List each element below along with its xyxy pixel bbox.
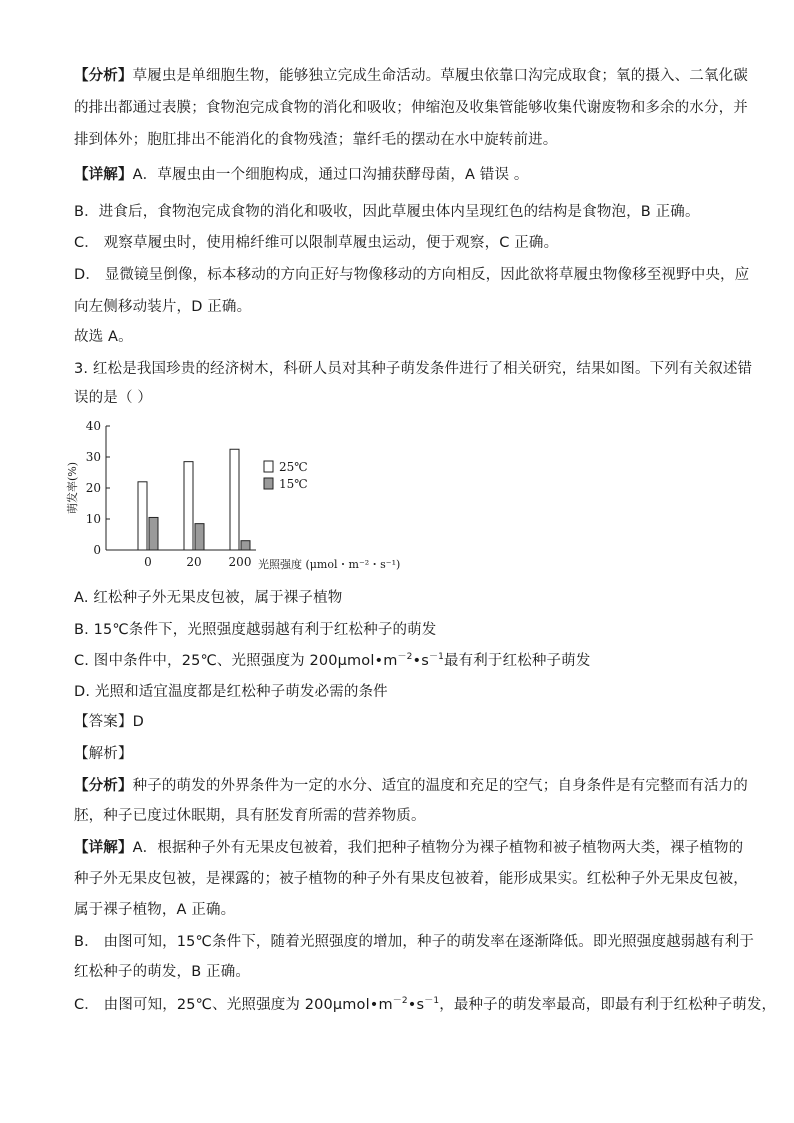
paragraph-line (74, 66, 748, 86)
paragraph-line (74, 962, 250, 982)
bar-15c (149, 517, 158, 550)
paragraph-line (74, 838, 743, 858)
section-label: 【详解】 (74, 167, 133, 183)
answer-line (74, 712, 144, 732)
superscript: －2 (397, 652, 413, 663)
line-text: C. 图中条件中，25℃、光照强度为 200μmol•m (74, 653, 398, 669)
paragraph-line (74, 130, 557, 150)
paragraph-line (74, 900, 235, 920)
line-text: 胚，种子已度过休眠期，具有胚发育所需的营养物质。 (74, 808, 426, 824)
bar-25c (184, 462, 193, 550)
paragraph-line (74, 932, 754, 952)
paragraph-line (74, 265, 749, 285)
paragraph-line (74, 776, 748, 796)
line-text: B． 由图可知，15℃条件下，随着光照强度的增加，种子的萌发率在逐渐降低。即光照强度越弱越有利于 (74, 934, 754, 950)
bar-15c (195, 524, 204, 550)
line-text: B. 15℃条件下，光照强度越弱越有利于红松种子的萌发 (74, 622, 437, 638)
x-tick-label: 200 (228, 555, 252, 569)
line-text: A．根据种子外有无果皮包被着，我们把种子植物分为裸子植物和被子植物两大类，裸子植物的 (132, 840, 744, 856)
paragraph-line (74, 388, 152, 408)
line-text: B．进食后，食物泡完成食物的消化和吸收，因此草履虫体内呈现红色的结构是食物泡，B 正确。 (74, 204, 700, 220)
x-tick-label: 0 (144, 555, 152, 569)
line-text: A. 红松种子外无果皮包被，属于裸子植物 (74, 590, 343, 606)
paragraph-line (74, 995, 776, 1015)
line-text: ，最种子的萌发率最高，即最有利于红松种子萌发， (439, 997, 777, 1013)
superscript: －2 (392, 996, 408, 1007)
y-tick-label: 40 (85, 419, 101, 433)
y-tick-label: 30 (85, 450, 101, 464)
line-text: 排到体外；胞肛排出不能消化的食物残渣；靠纤毛的摆动在水中旋转前进。 (74, 132, 558, 148)
line-text: 红松种子的萌发，B 正确。 (74, 964, 251, 980)
y-tick-label: 20 (85, 481, 101, 495)
paragraph-line (74, 297, 251, 317)
paragraph-line (74, 869, 748, 889)
line-text: C． 由图可知，25℃、光照强度为 200μmol•m (74, 997, 393, 1013)
answer-option (74, 588, 342, 608)
answer-option (74, 682, 388, 702)
answer-option (74, 620, 436, 640)
line-text: C． 观察草履虫时，使用棉纤维可以限制草履虫运动，便于观察，C 正确。 (74, 235, 559, 251)
line-text: D. 光照和适宜温度都是红松种子萌发必需的条件 (74, 684, 388, 700)
line-text: 【答案】D (74, 714, 144, 730)
line-text: 最有利于红松种子萌发 (443, 653, 591, 669)
bar-25c (230, 449, 239, 550)
line-text: 【解析】 (74, 746, 133, 762)
superscript: －1 (428, 652, 444, 663)
legend-swatch (264, 478, 273, 489)
y-tick-label: 0 (93, 543, 101, 557)
legend-label: 25℃ (279, 460, 308, 474)
line-text: •s (407, 997, 425, 1013)
y-axis-label: 萌发率(%) (66, 461, 79, 515)
line-text: •s (412, 653, 429, 669)
superscript: －1 (424, 996, 440, 1007)
line-text: 的排出都通过表膜；食物泡完成食物的消化和吸收；伸缩泡及收集管能够收集代谢废物和多余的水分，并 (74, 100, 748, 116)
analysis-heading (74, 744, 133, 764)
paragraph-line (74, 202, 700, 222)
bar-15c (241, 541, 250, 550)
line-text: 误的是（ ） (74, 390, 153, 406)
line-text: 草履虫是单细胞生物，能够独立完成生命活动。草履虫依靠口沟完成取食；氧的摄入、二氧化碳 (132, 68, 748, 84)
y-tick-label: 10 (85, 512, 101, 526)
answer-option (74, 651, 590, 671)
line-text: 故选 A。 (74, 329, 133, 345)
seed-germination-bar-chart (60, 417, 440, 577)
line-text: 向左侧移动装片，D 正确。 (74, 299, 252, 315)
line-text: 属于裸子植物，A 正确。 (74, 902, 236, 918)
paragraph-line (74, 165, 529, 185)
line-text: D． 显微镜呈倒像，标本移动的方向正好与物像移动的方向相反，因此欲将草履虫物像移至视野中央，应 (74, 267, 750, 283)
paragraph-line (74, 359, 752, 379)
line-text: A．草履虫由一个细胞构成，通过口沟捕获酵母菌，A 错误 。 (132, 167, 529, 183)
legend-swatch (264, 461, 273, 472)
line-text: 3. 红松是我国珍贵的经济树木，科研人员对其种子萌发条件进行了相关研究，结果如图。下列有关叙述错 (74, 361, 753, 377)
paragraph-line (74, 233, 558, 253)
x-tick-label: 20 (186, 555, 202, 569)
line-text: 种子外无果皮包被，是裸露的；被子植物的种子外有果皮包被着，能形成果实。红松种子外无果皮包被， (74, 871, 748, 887)
paragraph-line (74, 327, 133, 347)
legend-label: 15℃ (279, 477, 308, 491)
line-text: 种子的萌发的外界条件为一定的水分、适宜的温度和充足的空气；自身条件是有完整而有活力的 (132, 778, 748, 794)
bar-25c (138, 482, 147, 550)
section-label: 【分析】 (74, 68, 133, 84)
paragraph-line (74, 98, 748, 118)
x-axis-label: 光照强度 (μmol・m⁻²・s⁻¹) (258, 558, 401, 571)
section-label: 【分析】 (74, 778, 133, 794)
paragraph-line (74, 806, 426, 826)
section-label: 【详解】 (74, 840, 133, 856)
